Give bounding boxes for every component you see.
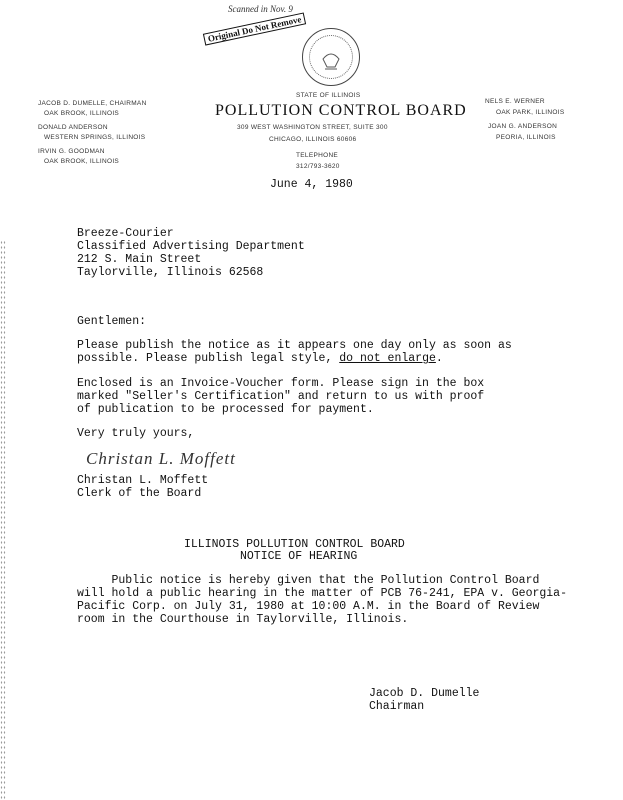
member-right-2-town: PEORIA, ILLINOIS (496, 134, 556, 141)
notice-title: ILLINOIS POLLUTION CONTROL BOARD (184, 538, 405, 551)
paragraph-1-period: . (435, 352, 443, 365)
notice-line-1: Public notice is hereby given that the Pollution Control Board (77, 574, 540, 587)
recipient-line-1: Breeze-Courier (77, 227, 174, 240)
original-stamp: Original Do Not Remove (203, 12, 306, 45)
paragraph-2-line-3: of publication to be processed for payment. (77, 403, 374, 416)
handwritten-note: Scanned in Nov. 9 (228, 4, 293, 14)
notice-subtitle: NOTICE OF HEARING (240, 550, 358, 563)
do-not-enlarge-emphasis: do not enlarge (339, 352, 436, 365)
member-left-1-name: JACOB D. DUMELLE, CHAIRMAN (38, 100, 147, 107)
chairman-name: Jacob D. Dumelle (369, 687, 480, 700)
state-seal (302, 28, 360, 86)
closing: Very truly yours, (77, 427, 195, 440)
paragraph-2-line-2: marked "Seller's Certification" and return to us with proof (77, 390, 485, 403)
recipient-line-4: Taylorville, Illinois 62568 (77, 266, 264, 279)
letterhead-phone-label: TELEPHONE (296, 152, 339, 159)
seal-eagle-icon (303, 29, 359, 85)
paragraph-2-line-1: Enclosed is an Invoice-Voucher form. Please sign in the box (77, 377, 485, 390)
paragraph-1-line-1: Please publish the notice as it appears one day only as soon as (77, 339, 512, 352)
member-left-2-town: WESTERN SPRINGS, ILLINOIS (44, 134, 146, 141)
notice-line-2: will hold a public hearing in the matter of PCB 76-241, EPA v. Georgia- (77, 587, 567, 600)
member-right-2-name: JOAN G. ANDERSON (488, 123, 558, 130)
member-left-2-name: DONALD ANDERSON (38, 124, 108, 131)
member-left-3-name: IRVIN G. GOODMAN (38, 148, 105, 155)
handwritten-signature: Christan L. Moffett (86, 449, 236, 468)
recipient-line-2: Classified Advertising Department (77, 240, 305, 253)
member-left-1-town: OAK BROOK, ILLINOIS (44, 110, 120, 117)
recipient-line-3: 212 S. Main Street (77, 253, 202, 266)
member-left-3-town: OAK BROOK, ILLINOIS (44, 158, 120, 165)
letterhead-address-2: CHICAGO, ILLINOIS 60606 (269, 136, 357, 143)
chairman-title: Chairman (369, 700, 425, 713)
salutation: Gentlemen: (77, 315, 147, 328)
letterhead-address-1: 309 WEST WASHINGTON STREET, SUITE 300 (237, 124, 388, 131)
member-right-1-town: OAK PARK, ILLINOIS (496, 109, 565, 116)
notice-line-4: room in the Courthouse in Taylorville, Illinois. (77, 613, 409, 626)
signer-name: Christan L. Moffett (77, 474, 209, 487)
signer-title: Clerk of the Board (77, 487, 202, 500)
scan-edge-noise (0, 240, 6, 800)
letter-date: June 4, 1980 (270, 178, 353, 191)
paragraph-1-line-2-text: possible. Please publish legal style, (77, 352, 340, 365)
member-right-1-name: NELS E. WERNER (485, 98, 545, 105)
paragraph-1-line-2 (77, 353, 443, 366)
letterhead-phone: 312/793-3620 (296, 163, 340, 170)
letterhead-state: STATE OF ILLINOIS (296, 92, 361, 99)
notice-line-3: Pacific Corp. on July 31, 1980 at 10:00 A.M. in the Board of Review (77, 600, 540, 613)
letterhead-board-name: POLLUTION CONTROL BOARD (215, 102, 467, 119)
